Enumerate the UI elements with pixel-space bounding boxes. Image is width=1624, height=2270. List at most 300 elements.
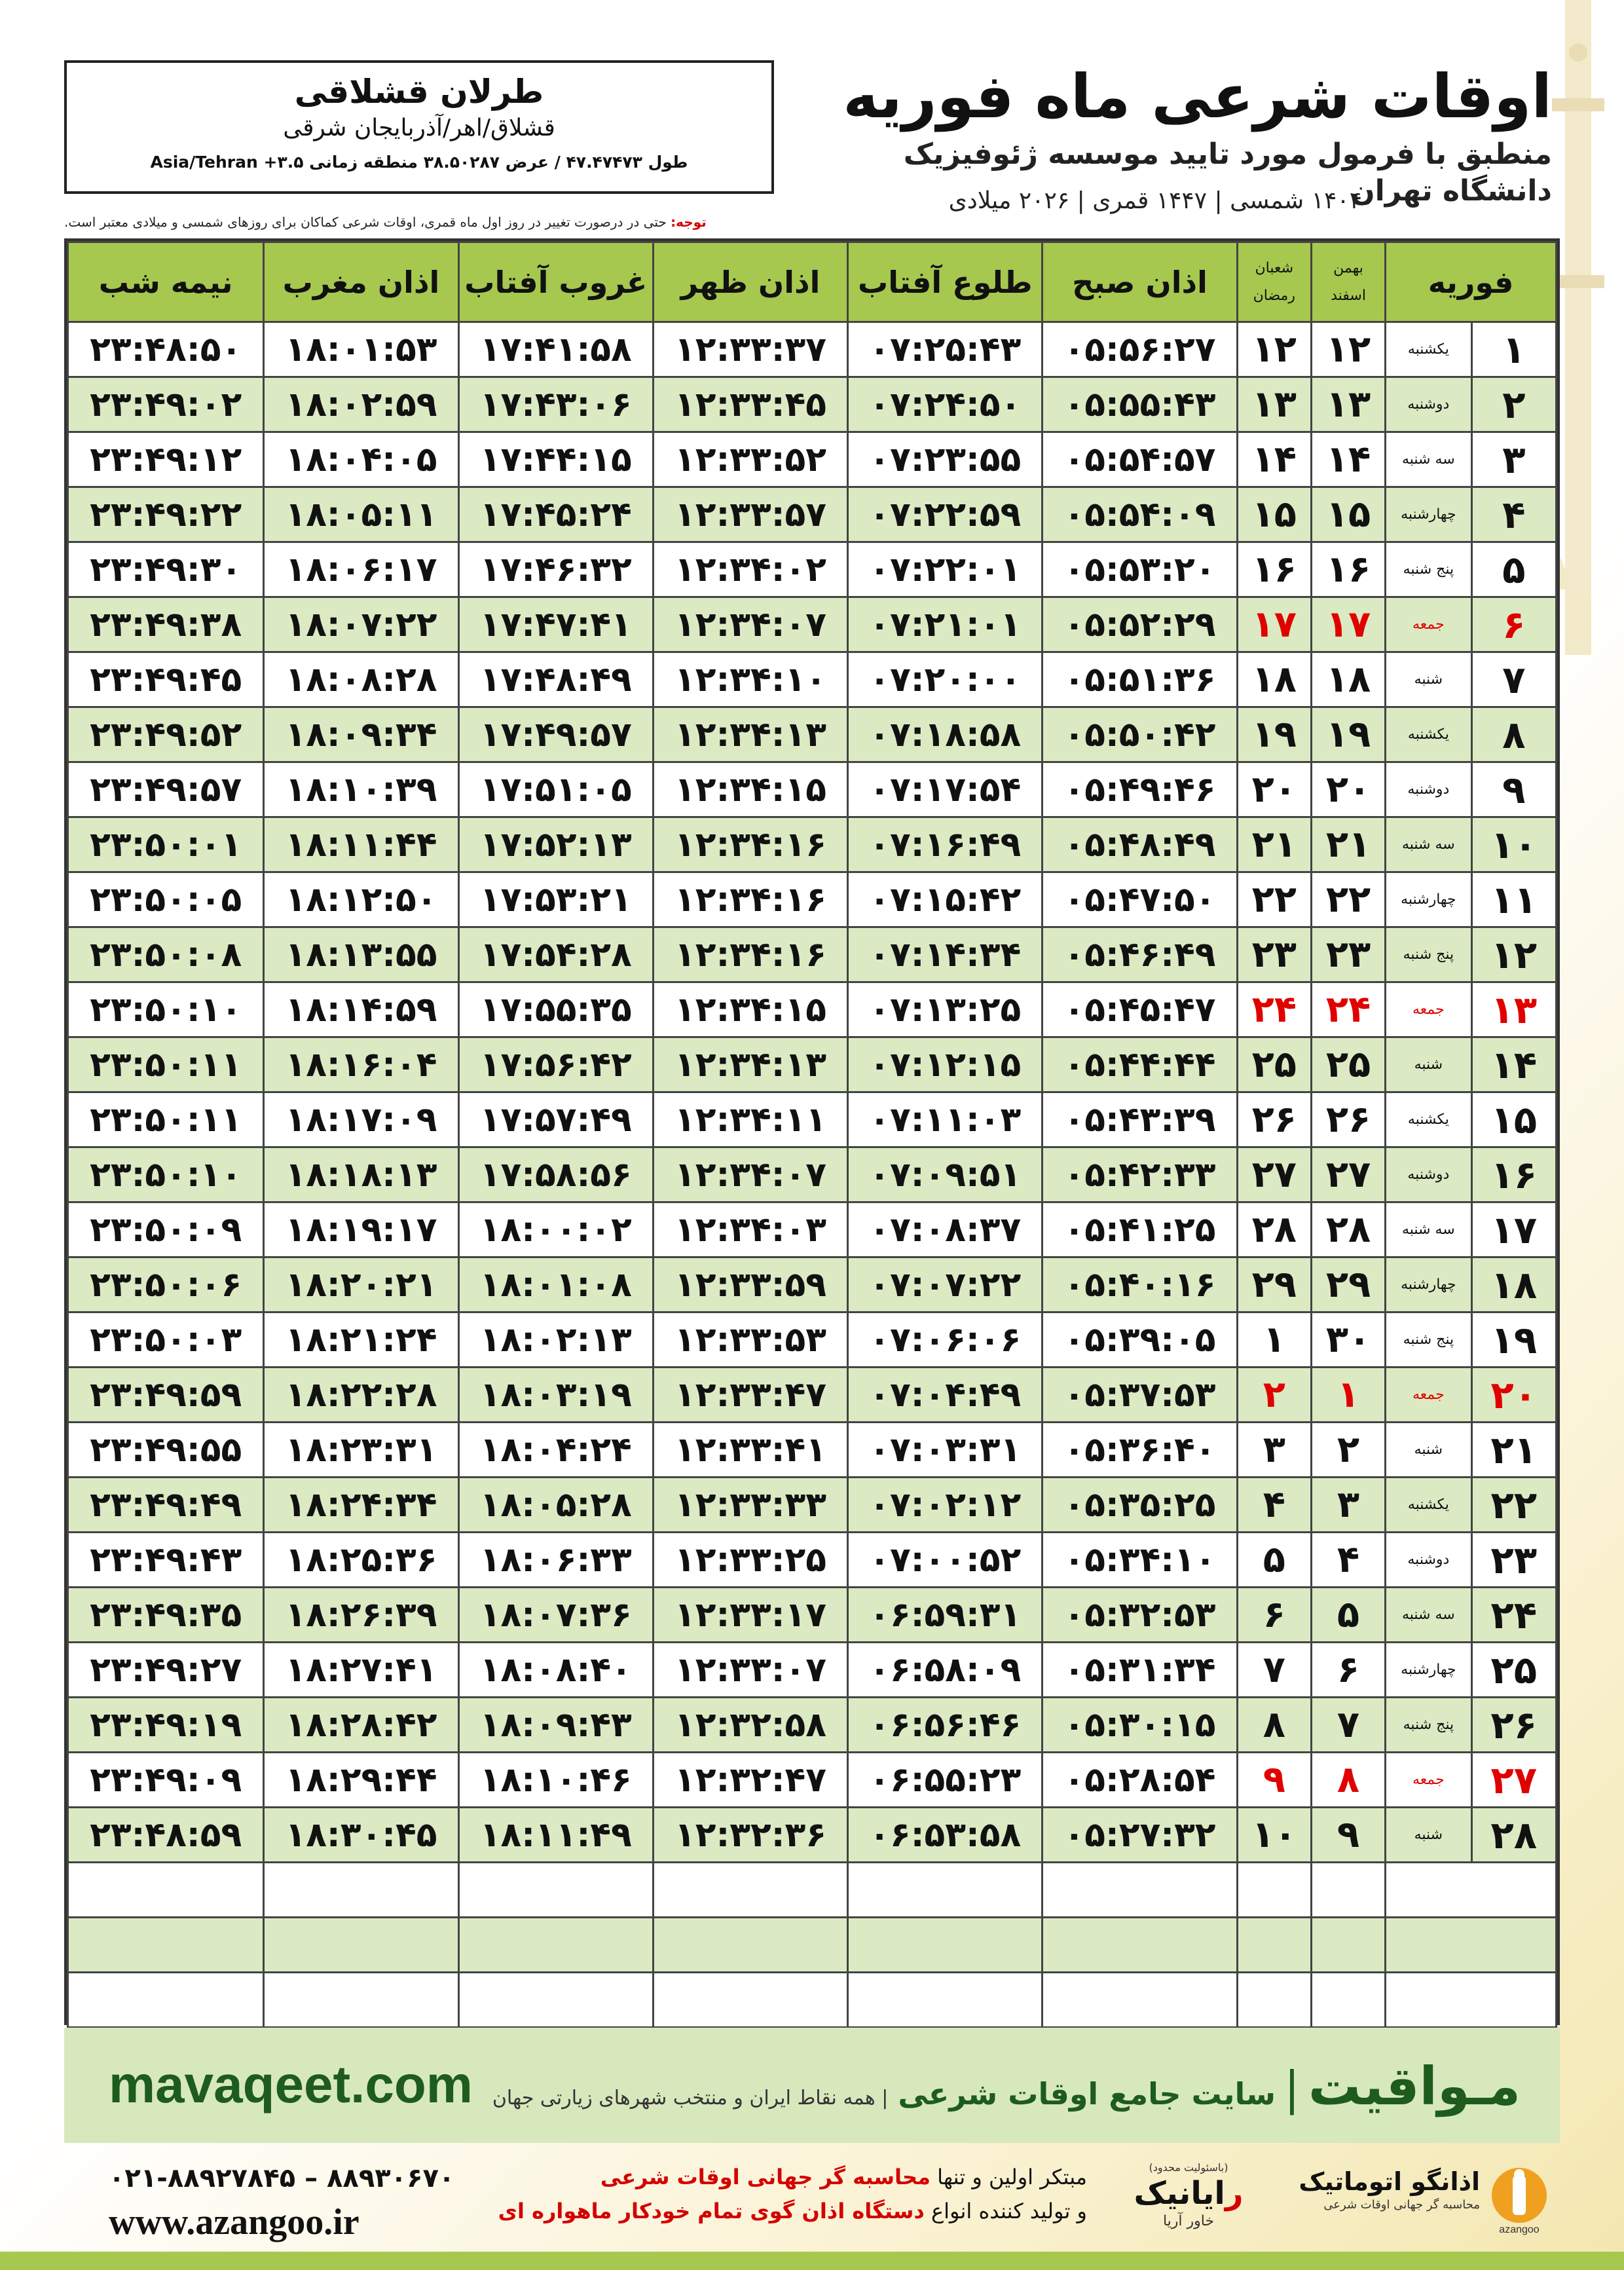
empty-cell	[848, 1973, 1043, 2028]
weekday-name: جمعه	[1386, 1368, 1471, 1423]
shamsi-day: ۷	[1311, 1698, 1385, 1753]
day-number: ۲۰	[1471, 1368, 1556, 1423]
brand-subline: | همه نقاط ایران و منتخب شهرهای زیارتی جهان	[492, 2087, 889, 2110]
fajr-time: ۰۵:۵۰:۴۲	[1043, 707, 1237, 762]
hijri-day: ۱۴	[1237, 432, 1311, 487]
weekday-name: سه شنبه	[1386, 817, 1471, 872]
sunset-time: ۱۸:۰۴:۲۴	[458, 1423, 653, 1478]
midnight-time: ۲۳:۴۹:۱۹	[68, 1698, 264, 1753]
midnight-time: ۲۳:۴۹:۵۵	[68, 1423, 264, 1478]
shamsi-day: ۱۶	[1311, 542, 1385, 597]
empty-cell	[1386, 1918, 1557, 1973]
shamsi-day: ۲	[1311, 1423, 1385, 1478]
shamsi-day: ۱۴	[1311, 432, 1385, 487]
maghrib-time: ۱۸:۲۷:۴۱	[264, 1643, 458, 1698]
maghrib-time: ۱۸:۰۱:۵۳	[264, 322, 458, 377]
maghrib-time: ۱۸:۲۰:۲۱	[264, 1257, 458, 1312]
sunset-time: ۱۷:۵۵:۳۵	[458, 982, 653, 1037]
azangoo-logo	[1283, 2160, 1559, 2239]
sunset-time: ۱۷:۴۳:۰۶	[458, 377, 653, 432]
hijri-day: ۲۵	[1237, 1037, 1311, 1092]
sunset-time: ۱۸:۱۰:۴۶	[458, 1753, 653, 1808]
hijri-day: ۱۷	[1237, 597, 1311, 652]
midnight-time: ۲۳:۴۹:۴۵	[68, 652, 264, 707]
hijri-day: ۸	[1237, 1698, 1311, 1753]
hijri-day: ۵	[1237, 1533, 1311, 1588]
fajr-time: ۰۵:۳۰:۱۵	[1043, 1698, 1237, 1753]
sunrise-time: ۰۷:۲۴:۵۰	[848, 377, 1043, 432]
day-number: ۲۵	[1471, 1643, 1556, 1698]
midnight-time: ۲۳:۵۰:۰۱	[68, 817, 264, 872]
empty-cell	[68, 1918, 264, 1973]
hijri-day: ۴	[1237, 1478, 1311, 1533]
day-number: ۲۳	[1471, 1533, 1556, 1588]
shamsi-day: ۵	[1311, 1588, 1385, 1643]
table-row	[68, 652, 1557, 707]
midnight-time: ۲۳:۴۹:۰۹	[68, 1753, 264, 1808]
dhuhr-time: ۱۲:۳۳:۵۷	[653, 487, 847, 542]
fajr-time: ۰۵:۴۷:۵۰	[1043, 872, 1237, 927]
midnight-time: ۲۳:۴۹:۴۳	[68, 1533, 264, 1588]
empty-cell	[1386, 1973, 1557, 2028]
sunset-time: ۱۷:۵۲:۱۳	[458, 817, 653, 872]
empty-cell	[1237, 1863, 1311, 1918]
sunrise-time: ۰۷:۰۷:۲۲	[848, 1257, 1043, 1312]
bottom-bar	[0, 2252, 1624, 2270]
day-number: ۱۸	[1471, 1257, 1556, 1312]
shamsi-day: ۱۷	[1311, 597, 1385, 652]
day-number: ۳	[1471, 432, 1556, 487]
sunset-time: ۱۷:۴۷:۴۱	[458, 597, 653, 652]
day-number: ۱۴	[1471, 1037, 1556, 1092]
brand-name: مـواقیت	[1308, 2056, 1521, 2117]
table-row	[68, 817, 1557, 872]
sunrise-time: ۰۷:۰۰:۵۲	[848, 1533, 1043, 1588]
sunset-time: ۱۸:۰۰:۰۲	[458, 1202, 653, 1257]
empty-cell	[653, 1863, 847, 1918]
midnight-time: ۲۳:۴۹:۳۵	[68, 1588, 264, 1643]
promo-line-2-highlight: دستگاه اذان گوی تمام خودکار ماهواره ای	[498, 2199, 925, 2223]
maghrib-time: ۱۸:۱۰:۳۹	[264, 762, 458, 817]
weekday-name: چهارشنبه	[1386, 872, 1471, 927]
dhuhr-time: ۱۲:۳۴:۱۱	[653, 1092, 847, 1147]
dhuhr-time: ۱۲:۳۴:۰۳	[653, 1202, 847, 1257]
azangoo-logo-icon	[1486, 2163, 1552, 2228]
day-number: ۴	[1471, 487, 1556, 542]
phone-numbers: ۰۲۱-۸۸۹۲۷۸۴۵ – ۸۸۹۳۰۶۷۰	[109, 2163, 455, 2193]
table-row	[68, 597, 1557, 652]
day-number: ۲۸	[1471, 1808, 1556, 1863]
sunrise-time: ۰۶:۵۹:۳۱	[848, 1588, 1043, 1643]
city-name: طرلان قشلاقی	[294, 73, 544, 111]
shamsi-day: ۲۴	[1311, 982, 1385, 1037]
weekday-name: چهارشنبه	[1386, 1643, 1471, 1698]
table-row	[68, 1037, 1557, 1092]
weekday-name: دوشنبه	[1386, 762, 1471, 817]
day-number: ۷	[1471, 652, 1556, 707]
sunset-time: ۱۷:۴۸:۴۹	[458, 652, 653, 707]
maghrib-time: ۱۸:۱۹:۱۷	[264, 1202, 458, 1257]
header-midnight: نیمه شب	[68, 242, 264, 322]
empty-cell	[1311, 1918, 1385, 1973]
promo-line-2	[458, 2194, 1087, 2228]
dhuhr-time: ۱۲:۳۳:۴۷	[653, 1368, 847, 1423]
maghrib-time: ۱۸:۱۱:۴۴	[264, 817, 458, 872]
maghrib-time: ۱۸:۱۷:۰۹	[264, 1092, 458, 1147]
header-shamsi	[1311, 242, 1385, 322]
midnight-time: ۲۳:۴۹:۵۷	[68, 762, 264, 817]
day-number: ۲۲	[1471, 1478, 1556, 1533]
day-number: ۸	[1471, 707, 1556, 762]
year-dateline: ۱۴۰۴ شمسی | ۱۴۴۷ قمری | ۲۰۲۶ میلادی	[948, 187, 1362, 214]
dhuhr-time: ۱۲:۳۴:۰۷	[653, 1147, 847, 1202]
weekday-name: جمعه	[1386, 982, 1471, 1037]
empty-cell	[848, 1918, 1043, 1973]
table-row	[68, 707, 1557, 762]
dhuhr-time: ۱۲:۳۴:۱۶	[653, 927, 847, 982]
weekday-name: پنج شنبه	[1386, 927, 1471, 982]
weekday-name: دوشنبه	[1386, 1147, 1471, 1202]
fajr-time: ۰۵:۵۴:۰۹	[1043, 487, 1237, 542]
fajr-time: ۰۵:۳۴:۱۰	[1043, 1533, 1237, 1588]
empty-cell	[68, 1973, 264, 2028]
shamsi-day: ۲۷	[1311, 1147, 1385, 1202]
shamsi-day: ۹	[1311, 1808, 1385, 1863]
rayanik-logo	[1113, 2161, 1264, 2233]
hijri-day: ۲۹	[1237, 1257, 1311, 1312]
table-row	[68, 322, 1557, 377]
empty-row	[68, 1863, 1557, 1918]
azangoo-en-text: azangoo	[1499, 2224, 1540, 2235]
sunrise-time: ۰۷:۲۵:۴۳	[848, 322, 1043, 377]
day-number: ۱۶	[1471, 1147, 1556, 1202]
sunset-time: ۱۷:۴۵:۲۴	[458, 487, 653, 542]
hijri-day: ۱۲	[1237, 322, 1311, 377]
hijri-day: ۱۳	[1237, 377, 1311, 432]
table-body	[68, 322, 1557, 2028]
day-number: ۱۷	[1471, 1202, 1556, 1257]
dhuhr-time: ۱۲:۳۳:۰۷	[653, 1643, 847, 1698]
shamsi-day: ۳۰	[1311, 1312, 1385, 1368]
azangoo-subtext: محاسبه گر جهانی اوقات شرعی	[1323, 2198, 1480, 2212]
day-number: ۲۷	[1471, 1753, 1556, 1808]
sunset-time: ۱۷:۵۷:۴۹	[458, 1092, 653, 1147]
sunset-time: ۱۸:۰۳:۱۹	[458, 1368, 653, 1423]
note-line	[64, 211, 784, 233]
dhuhr-time: ۱۲:۳۳:۴۱	[653, 1423, 847, 1478]
fajr-time: ۰۵:۳۶:۴۰	[1043, 1423, 1237, 1478]
weekday-name: شنبه	[1386, 1423, 1471, 1478]
dhuhr-time: ۱۲:۳۴:۱۰	[653, 652, 847, 707]
dhuhr-time: ۱۲:۳۳:۲۵	[653, 1533, 847, 1588]
page-subtitle: منطبق با فرمول مورد تایید موسسه ژئوفیزیک دانشگاه تهران	[903, 138, 1552, 208]
empty-cell	[264, 1973, 458, 2028]
weekday-name: یکشنبه	[1386, 707, 1471, 762]
shamsi-day: ۲۵	[1311, 1037, 1385, 1092]
table-row	[68, 1202, 1557, 1257]
midnight-time: ۲۳:۴۹:۲۷	[68, 1643, 264, 1698]
shamsi-day: ۸	[1311, 1753, 1385, 1808]
empty-cell	[264, 1918, 458, 1973]
empty-cell	[1237, 1973, 1311, 2028]
shamsi-day: ۲۱	[1311, 817, 1385, 872]
fajr-time: ۰۵:۲۸:۵۴	[1043, 1753, 1237, 1808]
sunset-time: ۱۷:۴۹:۵۷	[458, 707, 653, 762]
dhuhr-time: ۱۲:۳۳:۵۹	[653, 1257, 847, 1312]
midnight-time: ۲۳:۵۰:۰۳	[68, 1312, 264, 1368]
sunrise-time: ۰۷:۰۳:۳۱	[848, 1423, 1043, 1478]
hijri-day: ۲۸	[1237, 1202, 1311, 1257]
shamsi-day: ۳	[1311, 1478, 1385, 1533]
sunset-time: ۱۷:۴۶:۳۲	[458, 542, 653, 597]
day-number: ۹	[1471, 762, 1556, 817]
hijri-day: ۶	[1237, 1588, 1311, 1643]
sunrise-time: ۰۷:۲۱:۰۱	[848, 597, 1043, 652]
azangoo-text	[1299, 2165, 1480, 2212]
fajr-time: ۰۵:۴۰:۱۶	[1043, 1257, 1237, 1312]
dhuhr-time: ۱۲:۳۲:۳۶	[653, 1808, 847, 1863]
weekday-name: یکشنبه	[1386, 1092, 1471, 1147]
sunset-time: ۱۸:۰۵:۲۸	[458, 1478, 653, 1533]
maghrib-time: ۱۸:۲۶:۳۹	[264, 1588, 458, 1643]
shamsi-day: ۱۲	[1311, 322, 1385, 377]
sunrise-time: ۰۷:۰۴:۴۹	[848, 1368, 1043, 1423]
fajr-time: ۰۵:۳۹:۰۵	[1043, 1312, 1237, 1368]
shamsi-day: ۱۵	[1311, 487, 1385, 542]
sunrise-time: ۰۶:۵۸:۰۹	[848, 1643, 1043, 1698]
sunrise-time: ۰۷:۰۸:۳۷	[848, 1202, 1043, 1257]
midnight-time: ۲۳:۵۰:۰۶	[68, 1257, 264, 1312]
midnight-time: ۲۳:۴۹:۲۲	[68, 487, 264, 542]
hijri-day: ۲۱	[1237, 817, 1311, 872]
day-number: ۲۶	[1471, 1698, 1556, 1753]
table-row	[68, 762, 1557, 817]
fajr-time: ۰۵:۵۱:۳۶	[1043, 652, 1237, 707]
prayer-times-table	[64, 238, 1560, 2025]
shamsi-day: ۶	[1311, 1643, 1385, 1698]
sunset-time: ۱۸:۰۲:۱۳	[458, 1312, 653, 1368]
day-number: ۲۴	[1471, 1588, 1556, 1643]
page-title: اوقات شرعی ماه فوریه	[843, 62, 1552, 132]
midnight-time: ۲۳:۵۰:۱۱	[68, 1037, 264, 1092]
fajr-time: ۰۵:۴۱:۲۵	[1043, 1202, 1237, 1257]
midnight-time: ۲۳:۴۹:۴۹	[68, 1478, 264, 1533]
dhuhr-time: ۱۲:۳۳:۳۳	[653, 1478, 847, 1533]
weekday-name: شنبه	[1386, 1037, 1471, 1092]
sunset-time: ۱۷:۴۱:۵۸	[458, 322, 653, 377]
header-shamsi-top: بهمن	[1333, 259, 1363, 276]
fajr-time: ۰۵:۳۵:۲۵	[1043, 1478, 1237, 1533]
shamsi-day: ۴	[1311, 1533, 1385, 1588]
fajr-time: ۰۵:۵۳:۲۰	[1043, 542, 1237, 597]
sunset-time: ۱۷:۵۸:۵۶	[458, 1147, 653, 1202]
fajr-time: ۰۵:۴۸:۴۹	[1043, 817, 1237, 872]
midnight-time: ۲۳:۴۹:۳۸	[68, 597, 264, 652]
maghrib-time: ۱۸:۲۱:۲۴	[264, 1312, 458, 1368]
midnight-time: ۲۳:۵۰:۰۸	[68, 927, 264, 982]
empty-cell	[458, 1918, 653, 1973]
brand-line	[492, 2054, 1521, 2134]
weekday-name: جمعه	[1386, 1753, 1471, 1808]
note-label: توجه:	[671, 214, 707, 230]
dhuhr-time: ۱۲:۳۳:۵۳	[653, 1312, 847, 1368]
maghrib-time: ۱۸:۰۹:۳۴	[264, 707, 458, 762]
empty-cell	[1043, 1863, 1237, 1918]
maghrib-time: ۱۸:۱۲:۵۰	[264, 872, 458, 927]
fajr-time: ۰۵:۴۹:۴۶	[1043, 762, 1237, 817]
rayanik-name-red: ر	[1225, 2175, 1244, 2212]
hijri-day: ۲۴	[1237, 982, 1311, 1037]
table-row	[68, 1698, 1557, 1753]
dhuhr-time: ۱۲:۳۳:۵۲	[653, 432, 847, 487]
maghrib-time: ۱۸:۲۳:۳۱	[264, 1423, 458, 1478]
weekday-name: چهارشنبه	[1386, 487, 1471, 542]
sunset-time: ۱۷:۵۳:۲۱	[458, 872, 653, 927]
fajr-time: ۰۵:۳۱:۳۴	[1043, 1643, 1237, 1698]
maghrib-time: ۱۸:۱۳:۵۵	[264, 927, 458, 982]
sunrise-time: ۰۷:۱۶:۴۹	[848, 817, 1043, 872]
table-row	[68, 377, 1557, 432]
empty-cell	[1043, 1918, 1237, 1973]
shamsi-day: ۲۸	[1311, 1202, 1385, 1257]
azangoo-website-link[interactable]: www.azangoo.ir	[109, 2202, 360, 2242]
table-row	[68, 1423, 1557, 1478]
table-header-row	[68, 242, 1557, 322]
sunset-time: ۱۷:۵۴:۲۸	[458, 927, 653, 982]
day-number: ۱۰	[1471, 817, 1556, 872]
day-number: ۱۹	[1471, 1312, 1556, 1368]
empty-cell	[458, 1973, 653, 2028]
fajr-time: ۰۵:۳۲:۵۳	[1043, 1588, 1237, 1643]
day-number: ۱۵	[1471, 1092, 1556, 1147]
empty-cell	[264, 1863, 458, 1918]
maghrib-time: ۱۸:۱۸:۱۳	[264, 1147, 458, 1202]
sunset-time: ۱۸:۰۷:۳۶	[458, 1588, 653, 1643]
shamsi-day: ۱۳	[1311, 377, 1385, 432]
empty-row	[68, 1973, 1557, 2028]
hijri-day: ۲۶	[1237, 1092, 1311, 1147]
hijri-day: ۲۷	[1237, 1147, 1311, 1202]
maghrib-time: ۱۸:۰۷:۲۲	[264, 597, 458, 652]
maghrib-time: ۱۸:۰۲:۵۹	[264, 377, 458, 432]
empty-cell	[653, 1918, 847, 1973]
hijri-day: ۲	[1237, 1368, 1311, 1423]
weekday-name: دوشنبه	[1386, 377, 1471, 432]
header-maghrib: اذان مغرب	[264, 242, 458, 322]
maghrib-time: ۱۸:۰۶:۱۷	[264, 542, 458, 597]
sunrise-time: ۰۷:۰۲:۱۲	[848, 1478, 1043, 1533]
header-sunrise: طلوع آفتاب	[848, 242, 1043, 322]
maghrib-time: ۱۸:۰۴:۰۵	[264, 432, 458, 487]
header-hijri-bottom: رمضان	[1253, 287, 1295, 304]
fajr-time: ۰۵:۵۵:۴۳	[1043, 377, 1237, 432]
midnight-time: ۲۳:۴۹:۰۲	[68, 377, 264, 432]
fajr-time: ۰۵:۵۶:۲۷	[1043, 322, 1237, 377]
table-row	[68, 1808, 1557, 1863]
maghrib-time: ۱۸:۰۵:۱۱	[264, 487, 458, 542]
sunrise-time: ۰۷:۱۵:۴۲	[848, 872, 1043, 927]
dhuhr-time: ۱۲:۳۴:۱۳	[653, 1037, 847, 1092]
footer-band	[64, 2028, 1560, 2143]
sunrise-time: ۰۷:۰۶:۰۶	[848, 1312, 1043, 1368]
shamsi-day: ۱۹	[1311, 707, 1385, 762]
midnight-time: ۲۳:۵۰:۰۵	[68, 872, 264, 927]
empty-cell	[653, 1973, 847, 2028]
dhuhr-time: ۱۲:۳۴:۱۳	[653, 707, 847, 762]
sunset-time: ۱۸:۰۱:۰۸	[458, 1257, 653, 1312]
day-number: ۱۱	[1471, 872, 1556, 927]
fajr-time: ۰۵:۴۴:۴۴	[1043, 1037, 1237, 1092]
hijri-day: ۹	[1237, 1753, 1311, 1808]
shamsi-day: ۱	[1311, 1368, 1385, 1423]
dhuhr-time: ۱۲:۳۴:۱۶	[653, 817, 847, 872]
day-number: ۶	[1471, 597, 1556, 652]
brand-separator: |	[1284, 2062, 1300, 2115]
table-row	[68, 1368, 1557, 1423]
sunset-time: ۱۷:۵۶:۴۲	[458, 1037, 653, 1092]
sunset-time: ۱۸:۰۸:۴۰	[458, 1643, 653, 1698]
table-row	[68, 1092, 1557, 1147]
maghrib-time: ۱۸:۲۸:۴۲	[264, 1698, 458, 1753]
rayanik-name	[1113, 2174, 1264, 2213]
empty-cell	[1311, 1973, 1385, 2028]
dhuhr-time: ۱۲:۳۴:۱۶	[653, 872, 847, 927]
fajr-time: ۰۵:۵۴:۵۷	[1043, 432, 1237, 487]
fajr-time: ۰۵:۴۲:۳۳	[1043, 1147, 1237, 1202]
weekday-name: شنبه	[1386, 652, 1471, 707]
dhuhr-time: ۱۲:۳۲:۴۷	[653, 1753, 847, 1808]
promo-line-1-plain: مبتکر اولین و تنها	[930, 2165, 1087, 2189]
sunrise-time: ۰۷:۱۷:۵۴	[848, 762, 1043, 817]
day-number: ۲۱	[1471, 1423, 1556, 1478]
hijri-day: ۲۲	[1237, 872, 1311, 927]
sunrise-time: ۰۶:۵۶:۴۶	[848, 1698, 1043, 1753]
dhuhr-time: ۱۲:۳۴:۱۵	[653, 982, 847, 1037]
day-number: ۱	[1471, 322, 1556, 377]
table-row	[68, 432, 1557, 487]
fajr-time: ۰۵:۴۶:۴۹	[1043, 927, 1237, 982]
region-name: قشلاق/اهر/آذربایجان شرقی	[283, 115, 555, 141]
table-row	[68, 487, 1557, 542]
empty-cell	[1237, 1918, 1311, 1973]
weekday-name: پنج شنبه	[1386, 1698, 1471, 1753]
midnight-time: ۲۳:۴۹:۱۲	[68, 432, 264, 487]
table-row	[68, 542, 1557, 597]
location-box	[64, 60, 774, 194]
rayanik-side-text: خاور آریا	[1162, 2213, 1215, 2229]
maghrib-time: ۱۸:۰۸:۲۸	[264, 652, 458, 707]
table-row	[68, 1753, 1557, 1808]
weekday-name: دوشنبه	[1386, 1533, 1471, 1588]
hijri-day: ۲۰	[1237, 762, 1311, 817]
fajr-time: ۰۵:۴۳:۳۹	[1043, 1092, 1237, 1147]
sunrise-time: ۰۷:۱۴:۳۴	[848, 927, 1043, 982]
hijri-day: ۱۵	[1237, 487, 1311, 542]
midnight-time: ۲۳:۵۰:۰۹	[68, 1202, 264, 1257]
shamsi-day: ۲۳	[1311, 927, 1385, 982]
site-url-link[interactable]: mavaqeet.com	[109, 2055, 473, 2113]
sunrise-time: ۰۷:۱۱:۰۳	[848, 1092, 1043, 1147]
midnight-time: ۲۳:۴۹:۵۲	[68, 707, 264, 762]
shamsi-day: ۲۹	[1311, 1257, 1385, 1312]
maghrib-time: ۱۸:۲۴:۳۴	[264, 1478, 458, 1533]
day-number: ۱۳	[1471, 982, 1556, 1037]
weekday-name: سه شنبه	[1386, 1202, 1471, 1257]
midnight-time: ۲۳:۴۹:۵۹	[68, 1368, 264, 1423]
sunset-time: ۱۸:۰۹:۴۳	[458, 1698, 653, 1753]
header-shamsi-bottom: اسفند	[1331, 287, 1366, 304]
table-row	[68, 1533, 1557, 1588]
